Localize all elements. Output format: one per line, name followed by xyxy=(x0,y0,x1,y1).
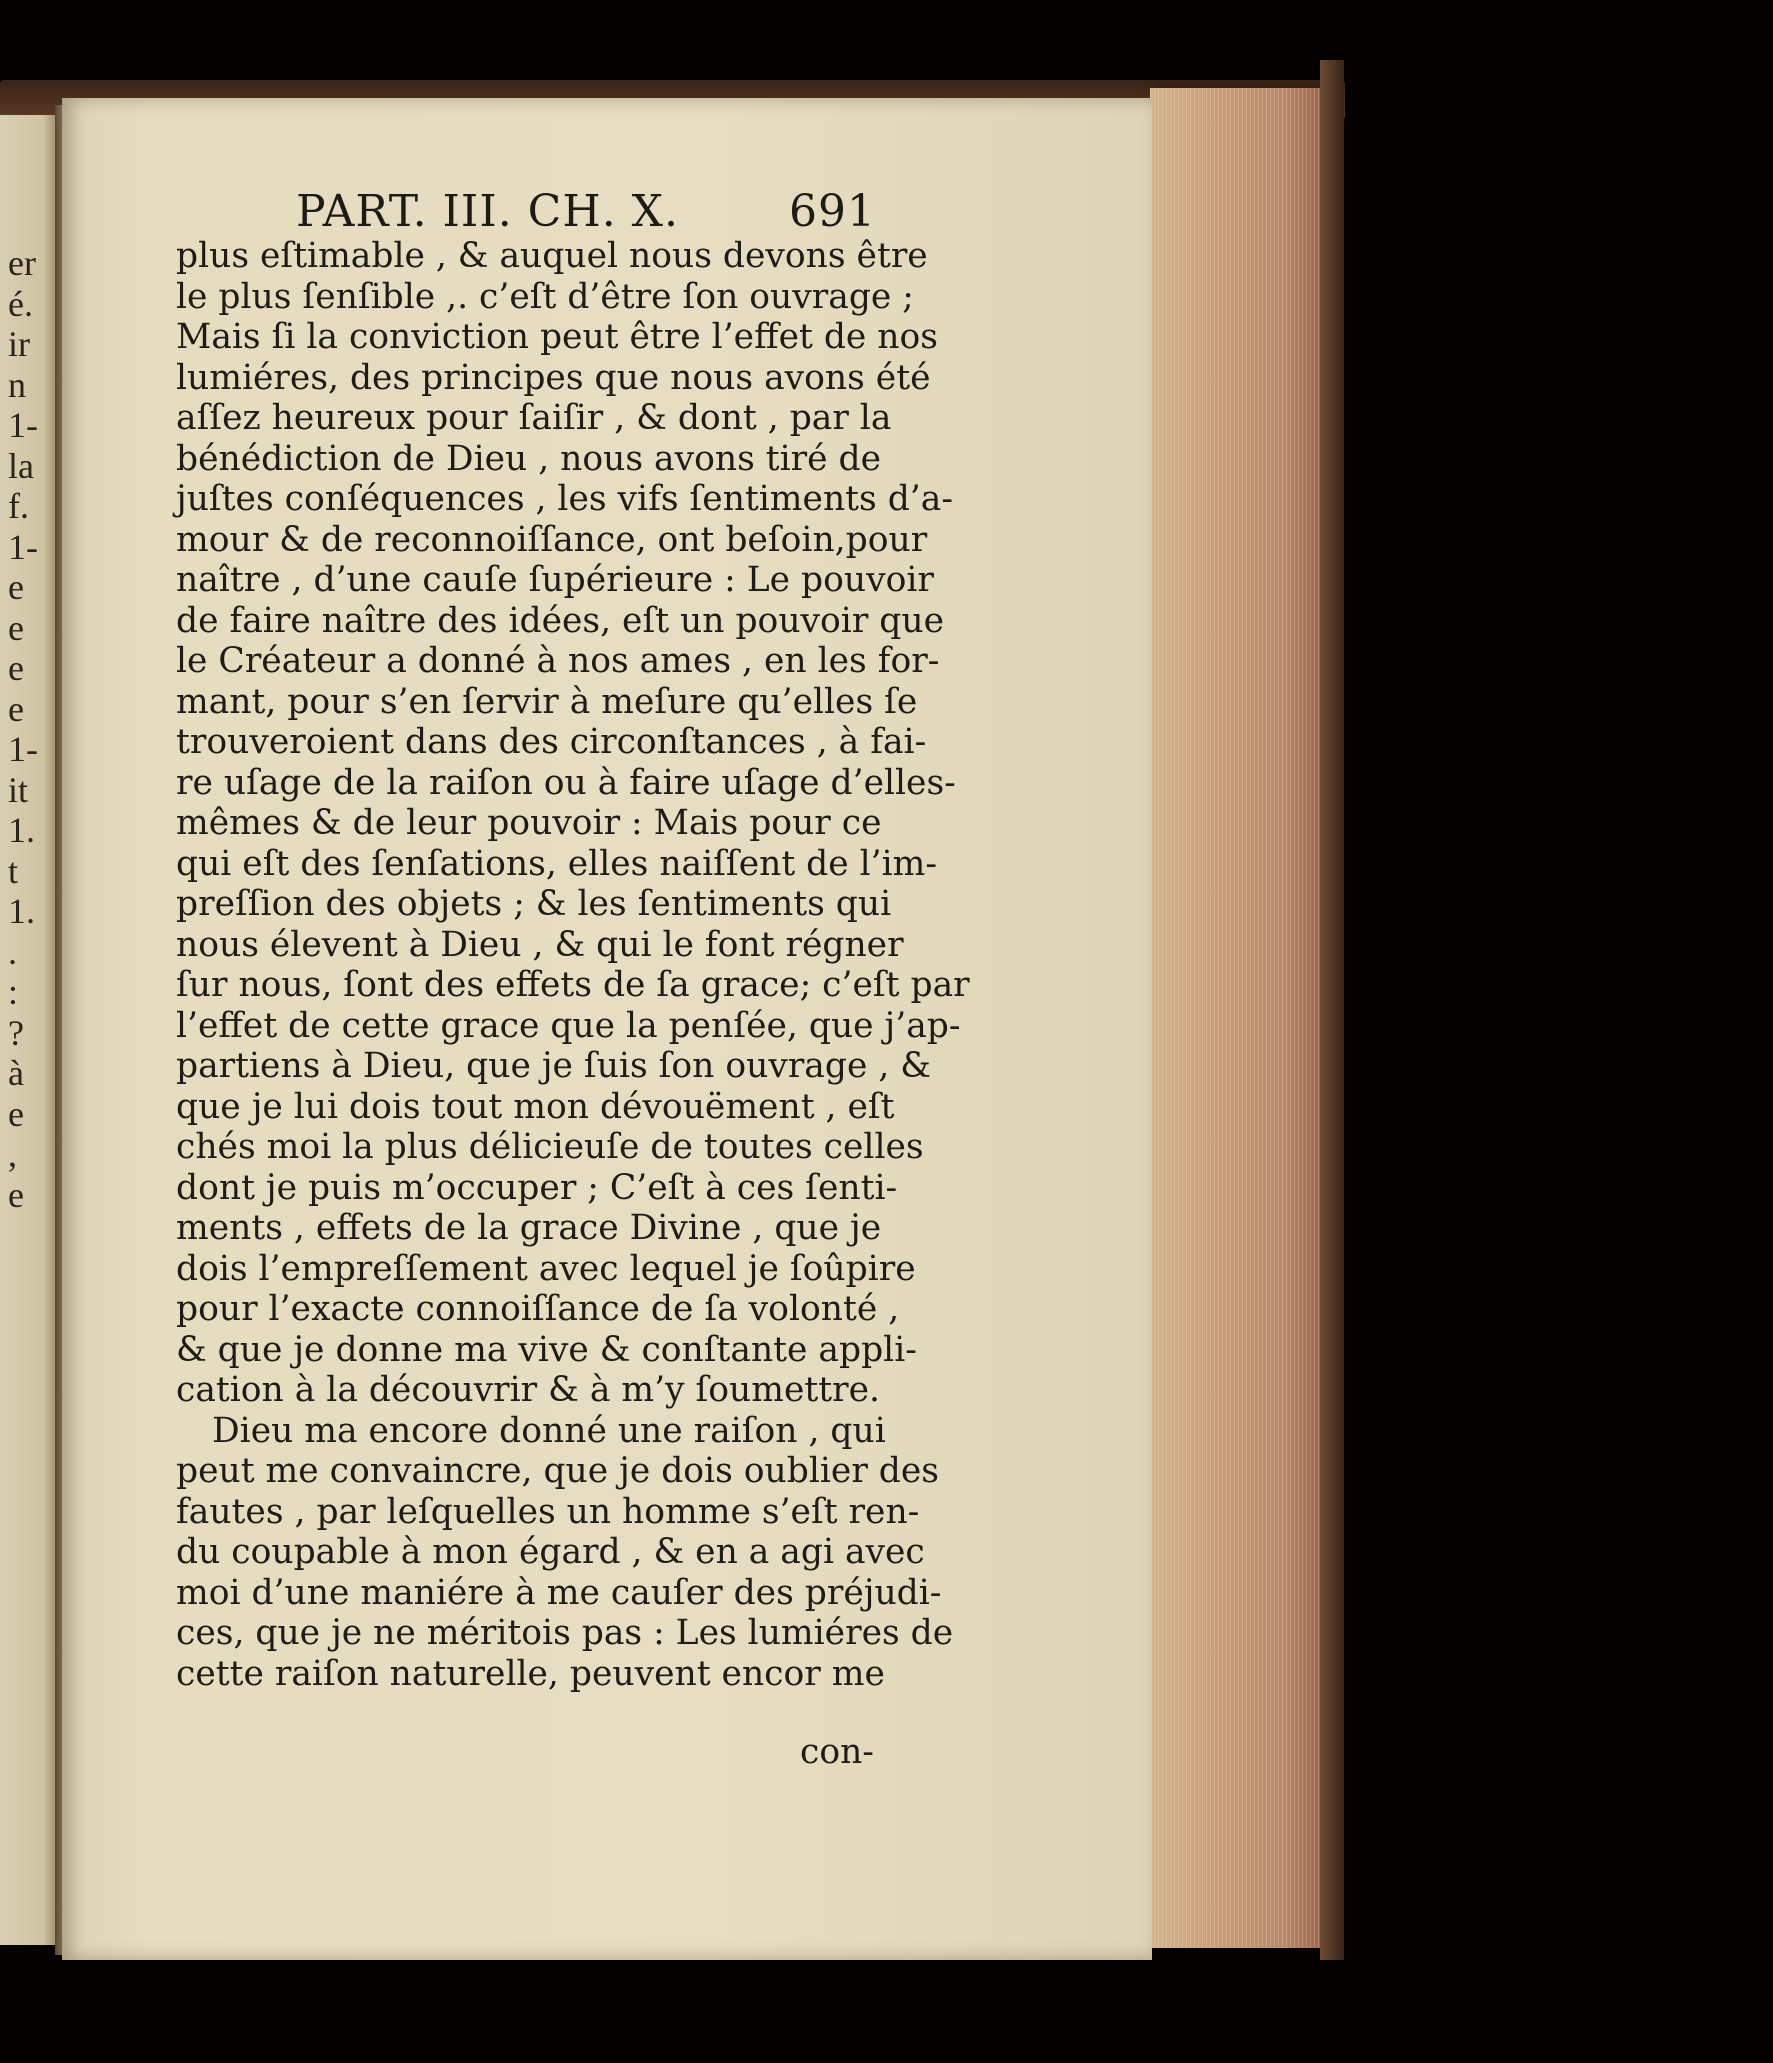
text-line: cation à la découvrir & à m’y ſoumettre. xyxy=(176,1370,880,1410)
facing-page-fragment: e xyxy=(8,1093,24,1134)
running-head-title: PART. III. CH. X. xyxy=(296,186,679,237)
text-line: partiens à Dieu, que je ſuis ſon ouvrage , & xyxy=(176,1046,931,1086)
text-line: & que je donne ma vive & conſtante appli- xyxy=(176,1329,917,1370)
text-line: peut me convaincre, que je dois oublier des xyxy=(176,1451,939,1491)
text-line: du coupable à mon égard , & en a agi avec xyxy=(176,1532,925,1572)
text-line: Dieu ma encore donné une raiſon , qui xyxy=(212,1410,886,1451)
text-line: re uſage de la raiſon ou à faire uſage d’elles- xyxy=(176,762,956,803)
text-line: plus eſtimable , & auquel nous devons être xyxy=(176,236,928,276)
text-line: mant, pour s’en ſervir à meſure qu’elles ſe xyxy=(176,681,918,722)
text-line: trouveroient dans des circonſtances , à fai- xyxy=(176,722,927,762)
text-line: de faire naître des idées, eſt un pouvoir que xyxy=(176,600,945,641)
facing-page xyxy=(0,115,62,1945)
text-line: qui eſt des ſenſations, elles naiſſent de l’im- xyxy=(176,843,938,884)
text-line: mour & de reconnoiſſance, ont beſoin,pour xyxy=(176,519,928,560)
text-line: pour l’exacte connoiſſance de ſa volonté , xyxy=(176,1289,900,1329)
text-line: le plus ſenſible ,. c’eſt d’être ſon ouvrage ; xyxy=(176,276,914,317)
text-line: ſur nous, ſont des effets de ſa grace; c’eſt par xyxy=(176,965,970,1005)
text-line: juſtes conſéquences , les vifs ſentiments d’a- xyxy=(176,479,953,519)
facing-page-fragment: 1- xyxy=(8,405,38,445)
text-line: preſſion des objets ; & les ſentiments qui xyxy=(176,884,892,924)
facing-page-fragment: la xyxy=(8,445,34,486)
text-line: aſſez heureux pour ſaiſir , & dont , par la xyxy=(176,398,892,438)
page-number: 691 xyxy=(789,186,876,237)
facing-page-fragment: 1- xyxy=(8,729,38,769)
facing-page-fragment: ir xyxy=(8,324,30,364)
text-line: chés moi la plus délicieuſe de toutes celles xyxy=(176,1127,924,1167)
facing-page-fragment: e xyxy=(8,648,24,688)
page-edges xyxy=(1150,88,1330,1948)
facing-page-fragment: , xyxy=(8,1134,17,1174)
text-line: nous élevent à Dieu , & qui le font régner xyxy=(176,924,904,965)
text-line: dois l’empreſſement avec lequel je ſoûpire xyxy=(176,1248,916,1289)
text-line: cette raiſon naturelle, peuvent encor me xyxy=(176,1653,885,1694)
facing-page-fragment: e xyxy=(8,1174,24,1215)
facing-page-fragment: e xyxy=(8,567,24,607)
facing-page-fragment: 1- xyxy=(8,526,38,567)
facing-page-fragment: f. xyxy=(8,486,29,526)
body-text xyxy=(176,236,970,1694)
text-line: l’effet de cette grace que la penſée, que j’ap- xyxy=(176,1005,961,1046)
facing-page-fragment: e xyxy=(8,688,24,729)
facing-page-fragment: e xyxy=(8,607,24,648)
text-line: fautes , par leſquelles un homme s’eſt ren- xyxy=(176,1491,920,1532)
text-line: dont je puis m’occuper ; C’eſt à ces ſenti- xyxy=(176,1167,898,1208)
running-head xyxy=(296,186,876,237)
facing-page-fragment: n xyxy=(8,364,26,405)
facing-page-fragment: t xyxy=(8,850,19,891)
text-line: ces, que je ne méritois pas : Les lumiéres de xyxy=(176,1613,954,1653)
text-line: mêmes & de leur pouvoir : Mais pour ce xyxy=(176,803,882,843)
facing-page-fragment: : xyxy=(8,972,19,1012)
facing-page-fragment: 1. xyxy=(8,891,35,931)
book-cover-edge xyxy=(1320,60,1344,1960)
facing-page-fragment: à xyxy=(8,1053,24,1093)
catchword: con- xyxy=(800,1732,874,1772)
text-line: lumiéres, des principes que nous avons été xyxy=(176,357,931,398)
text-line: Mais ſi la conviction peut être l’effet de nos xyxy=(176,317,938,357)
text-line: moi d’une maniére à me cauſer des préjudi- xyxy=(176,1572,942,1613)
text-line: que je lui dois tout mon dévouëment , eſt xyxy=(176,1086,895,1127)
text-line: ments , effets de la grace Divine , que je xyxy=(176,1208,882,1248)
facing-page-fragment: ? xyxy=(8,1012,24,1053)
text-line: le Créateur a donné à nos ames , en les for- xyxy=(176,641,940,681)
facing-page-fragment: 1. xyxy=(8,810,35,850)
facing-page-fragment: er xyxy=(8,243,36,283)
facing-page-fragment: . xyxy=(8,931,17,972)
text-line: naître , d’une cauſe ſupérieure : Le pouvoir xyxy=(176,560,934,600)
text-line: bénédiction de Dieu , nous avons tiré de xyxy=(176,438,882,479)
facing-page-fragment: é. xyxy=(8,283,33,324)
facing-page-fragment: it xyxy=(8,769,29,810)
